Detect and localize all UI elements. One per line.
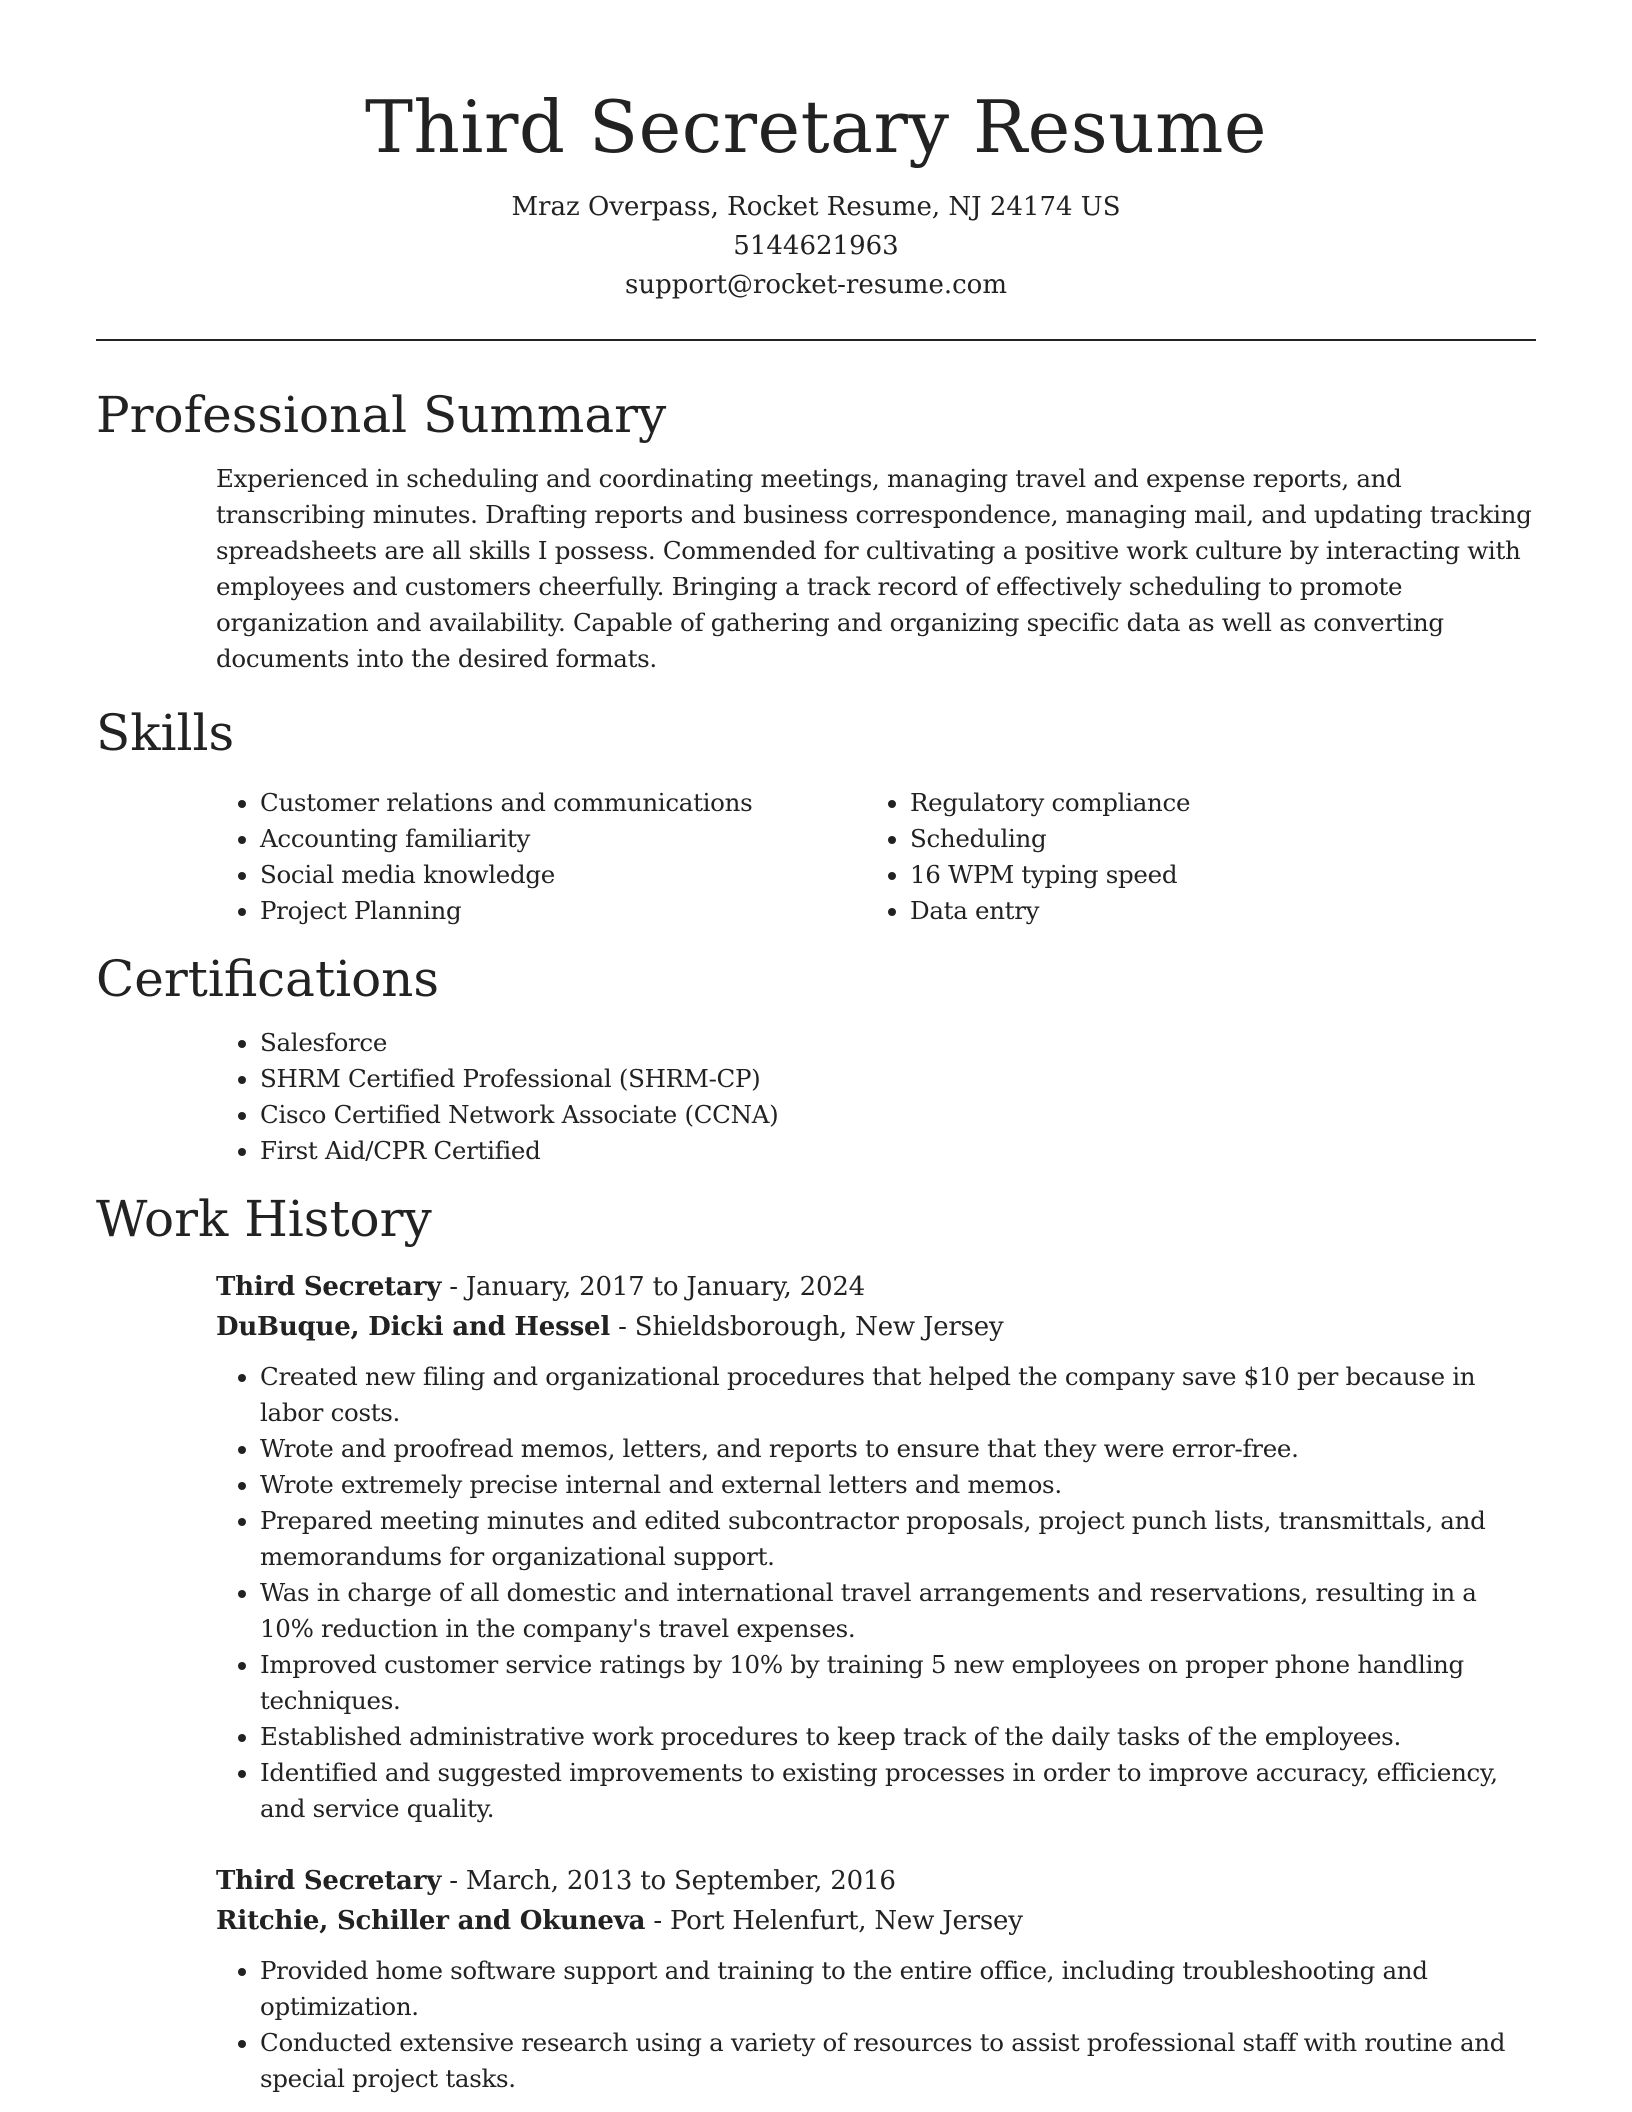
job-title: Third Secretary (216, 1866, 442, 1896)
summary-text: Experienced in scheduling and coordinating meetings, managing travel and expense reports, and transcribing minutes. Drafting reports and business correspondence, managing mail, and updating tracking spreadsheets are all skills I possess. Commended for cultivating a positive work culture by interacting with employees and customers cheerfully. Bringing a track record of effectively scheduling to promote organization and availability. Capable of gathering and organizing specific data as well as converting documents into the desired formats. (216, 464, 1532, 673)
job-dates: - March, 2013 to September, 2016 (441, 1866, 896, 1896)
job-location: - Port Helenfurt, New Jersey (645, 1906, 1023, 1936)
contact-address: Mraz Overpass, Rocket Resume, NJ 24174 US (511, 192, 1121, 222)
certification-item: • First Aid/CPR Certified (260, 1133, 1536, 1169)
certification-item: • SHRM Certified Professional (SHRM-CP) (260, 1061, 1536, 1097)
skill-item: • 16 WPM typing speed (910, 857, 1516, 893)
certification-item: • Salesforce (260, 1025, 1536, 1061)
job-title: Third Secretary (216, 1272, 442, 1302)
job-company: DuBuque, Dicki and Hessel (216, 1312, 611, 1342)
job-company-line (216, 1901, 1536, 1941)
section-heading-certifications: Certifications (96, 950, 440, 1008)
certification-item: • Cisco Certified Network Associate (CCNA) (260, 1097, 1536, 1133)
job-title-line (216, 1861, 1536, 1901)
skill-item: • Accounting familiarity (260, 821, 866, 857)
skill-item: • Data entry (910, 893, 1516, 929)
skill-item: • Social media knowledge (260, 857, 866, 893)
job-bullet: • Wrote and proofread memos, letters, and reports to ensure that they were error-free. (260, 1431, 1536, 1467)
job-bullet: • Prepared meeting minutes and edited subcontractor proposals, project punch lists, transmittals, and memorandums for organizational support. (260, 1503, 1536, 1575)
job-location: - Shieldsborough, New Jersey (610, 1312, 1004, 1342)
header-divider (96, 339, 1536, 341)
job-bullet: • Conducted extensive research using a variety of resources to assist professional staff with routine and special project tasks. (260, 2025, 1536, 2097)
skill-item: • Project Planning (260, 893, 866, 929)
job-bullets (216, 1359, 1536, 1827)
job-bullet: • Identified and suggested improvements to existing processes in order to improve accuracy, efficiency, and service quality. (260, 1755, 1536, 1827)
skills-grid (216, 785, 1536, 929)
section-heading-summary: Professional Summary (96, 386, 667, 444)
contact-email: support@rocket-resume.com (624, 270, 1007, 300)
certifications-list (216, 1025, 1536, 1169)
skill-item: • Customer relations and communications (260, 785, 866, 821)
skills-list-left (216, 785, 866, 929)
job-bullet: • Improved customer service ratings by 10% by training 5 new employees on proper phone handling techniques. (260, 1647, 1536, 1719)
resume-title: Third Secretary Resume (365, 85, 1267, 169)
job-company: Ritchie, Schiller and Okuneva (216, 1906, 646, 1936)
job-bullets (216, 1953, 1536, 2097)
job-bullet: • Was in charge of all domestic and international travel arrangements and reservations, resulting in a 10% reduction in the company's travel expenses. (260, 1575, 1536, 1647)
job-title-line (216, 1267, 1536, 1307)
contact-block (96, 188, 1536, 305)
job-bullet: • Wrote extremely precise internal and external letters and memos. (260, 1467, 1536, 1503)
section-heading-skills: Skills (96, 704, 235, 762)
skill-item: • Scheduling (910, 821, 1516, 857)
resume-page (96, 0, 1536, 2097)
job-company-line (216, 1307, 1536, 1347)
section-heading-work-history: Work History (96, 1190, 432, 1248)
skill-item: • Regulatory compliance (910, 785, 1516, 821)
contact-phone: 5144621963 (733, 231, 899, 261)
job-bullet: • Created new filing and organizational procedures that helped the company save $10 per because in labor costs. (260, 1359, 1536, 1431)
job-dates: - January, 2017 to January, 2024 (441, 1272, 866, 1302)
job-bullet: • Provided home software support and training to the entire office, including troubleshooting and optimization. (260, 1953, 1536, 2025)
job-entry (216, 1267, 1536, 1827)
job-bullet: • Established administrative work procedures to keep track of the daily tasks of the employees. (260, 1719, 1536, 1755)
job-entry (216, 1861, 1536, 2097)
skills-list-right (866, 785, 1516, 929)
